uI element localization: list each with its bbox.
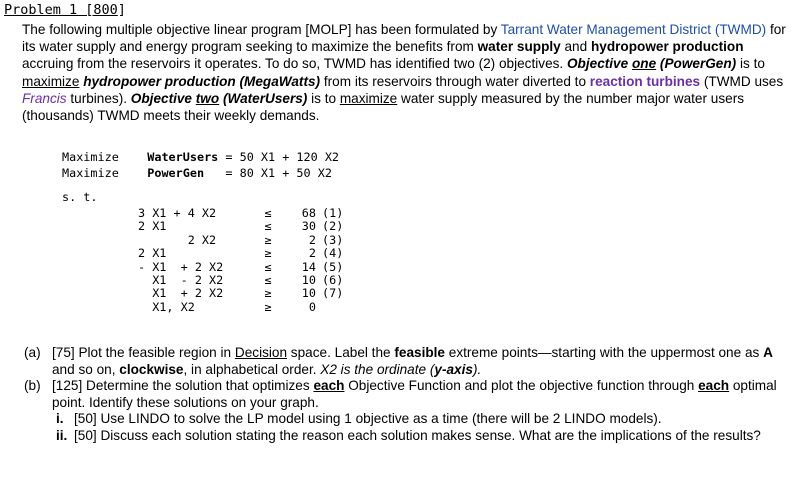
part-a (24, 345, 794, 378)
objective-1-name: WaterUsers (147, 150, 219, 164)
sub-ii-text: [50] Discuss each solution stating the reason each solution makes sense. What are the implications of the results? (74, 427, 761, 443)
part-a-segment: A (763, 345, 773, 360)
constraint-relation: ≤ (264, 273, 272, 288)
intro-segment: Tarrant Water Management District (TWMD) (500, 22, 767, 37)
constraint-rhs: 2 (308, 246, 316, 261)
intro-segment: hydropower production (MegaWatts) (83, 73, 321, 89)
part-b-segment: each (313, 378, 345, 394)
question-parts (24, 345, 794, 445)
constraint-rhs: 10 (301, 286, 316, 301)
intro-segment: for its water supply and energy program seeking to maximize the benefits from (22, 22, 786, 55)
part-a-segment: y-axis (434, 361, 473, 377)
objective-2-expr: = 80 X1 + 50 X2 (225, 166, 332, 180)
constraint-rhs: 10 (301, 273, 316, 288)
intro-segment: water supply measured by the number major water users (thousands) TWMD meets their weekly demands. (22, 90, 745, 124)
constraint-relation: ≥ (264, 286, 272, 301)
intro-segment: water supply (477, 39, 561, 55)
constraint-lhs: 2 X1 (138, 219, 167, 234)
intro-segment: turbines). (66, 90, 131, 106)
part-b-label: (b) (24, 378, 41, 394)
intro-segment: (TWMD uses (700, 73, 784, 89)
objective-2 (62, 166, 332, 180)
part-a-segment: [75] Plot the feasible region in (52, 345, 235, 360)
objective-1 (62, 150, 339, 164)
subject-to-label: s. t. (62, 190, 98, 204)
constraint-rhs: 0 (308, 299, 316, 314)
intro-segment: and (560, 39, 591, 55)
constraint-number: (1) (322, 206, 344, 220)
constraint-lhs: X1 - 2 X2 (138, 273, 224, 288)
problem-intro-paragraph (22, 21, 792, 124)
constraint-row (138, 207, 352, 220)
intro-segment: reaction turbines (589, 73, 701, 89)
part-a-segment: clockwise (119, 361, 184, 377)
constraint-row (138, 274, 352, 287)
problem-title (4, 2, 126, 18)
intro-segment: from its reservoirs through water diverted to (320, 73, 590, 89)
constraint-row (138, 247, 352, 260)
part-b-segment: Objective Function and plot the objective function through (344, 378, 699, 394)
intro-segment: maximize (339, 90, 398, 106)
constraint-relation: ≤ (264, 259, 272, 274)
part-b-text (52, 378, 777, 410)
part-b-sub-ii (56, 428, 794, 445)
constraint-rhs: 14 (301, 259, 316, 274)
part-a-segment: X2 is the ordinate ( (320, 361, 435, 377)
part-a-text (52, 345, 773, 377)
intro-segment: (WaterUsers) (219, 90, 308, 106)
constraint-row (138, 287, 352, 300)
constraint-row (138, 261, 352, 274)
part-b-segment: optimal point. Identify these solutions on your graph. (52, 378, 777, 410)
part-a-segment: feasible (394, 345, 445, 360)
constraint-row (138, 220, 352, 233)
constraint-number: (2) (322, 219, 344, 234)
part-a-segment: Decision (234, 345, 288, 360)
part-a-segment: and so on, (52, 361, 120, 377)
constraint-row (138, 301, 352, 314)
constraint-rhs: 2 (308, 232, 316, 247)
constraint-number: (5) (322, 259, 344, 274)
constraints-table (138, 207, 352, 314)
intro-segment: is to (736, 56, 765, 72)
intro-segment: Objective (566, 56, 632, 72)
part-b-segment: each (698, 378, 730, 394)
intro-segment: Objective (130, 90, 196, 106)
part-b-sub-i (56, 411, 794, 428)
constraint-lhs: 2 X1 (138, 246, 167, 261)
part-a-segment: , in alphabetical order. (183, 361, 321, 377)
objective-1-verb: Maximize (62, 150, 119, 164)
intro-segment: two (195, 90, 220, 106)
intro-segment: hydropower production (590, 39, 744, 55)
constraint-number: (7) (322, 286, 344, 301)
intro-segment: (PowerGen) (656, 56, 737, 72)
sub-i-text: [50] Use LINDO to solve the LP model using 1 objective as a time (there will be 2 LINDO models). (74, 411, 662, 427)
problem-title-main: Problem 1 [800 (4, 2, 118, 18)
constraint-row (138, 234, 352, 247)
intro-segment: The following multiple objective linear program [MOLP] has been formulated by (22, 22, 501, 37)
constraint-lhs: X1, X2 (138, 299, 195, 314)
objective-1-expr: = 50 X1 + 120 X2 (225, 150, 340, 164)
constraint-relation: ≤ (264, 219, 272, 234)
constraint-relation: ≥ (264, 246, 272, 261)
sub-ii-label: ii. (56, 427, 68, 443)
constraint-relation: ≥ (264, 232, 272, 247)
constraint-lhs: X1 + 2 X2 (138, 286, 224, 301)
sub-i-label: i. (56, 411, 64, 427)
part-b (24, 378, 794, 444)
objective-2-verb: Maximize (62, 166, 119, 180)
constraint-lhs: 2 X2 (138, 232, 217, 247)
part-a-segment: extreme points—starting with the uppermost one as (444, 345, 764, 360)
constraint-number: (6) (322, 273, 344, 288)
part-a-label: (a) (24, 345, 41, 360)
constraint-rhs: 30 (301, 219, 316, 234)
intro-segment: accruing from the reservoirs it operates. To do so, TWMD has identified two (2) objectives. (22, 56, 567, 72)
constraint-rhs: 68 (301, 206, 316, 220)
part-a-segment: ). (472, 361, 482, 377)
intro-segment: is to (307, 90, 340, 106)
constraint-number: (4) (322, 246, 344, 261)
part-b-segment: [125] Determine the solution that optimizes (52, 378, 314, 394)
constraint-number: (3) (322, 232, 344, 247)
constraint-relation: ≥ (264, 299, 272, 314)
intro-segment: one (631, 56, 657, 72)
constraint-lhs: 3 X1 + 4 X2 (138, 206, 217, 220)
intro-segment: maximize (22, 73, 80, 89)
constraint-number (322, 301, 352, 314)
objective-2-name: PowerGen (147, 166, 205, 180)
problem-title-tail: ] (117, 2, 126, 18)
intro-segment: Francis (22, 90, 67, 106)
part-a-segment: space. Label the (287, 345, 395, 360)
constraint-relation: ≤ (264, 206, 272, 220)
constraint-lhs: - X1 + 2 X2 (138, 259, 224, 274)
